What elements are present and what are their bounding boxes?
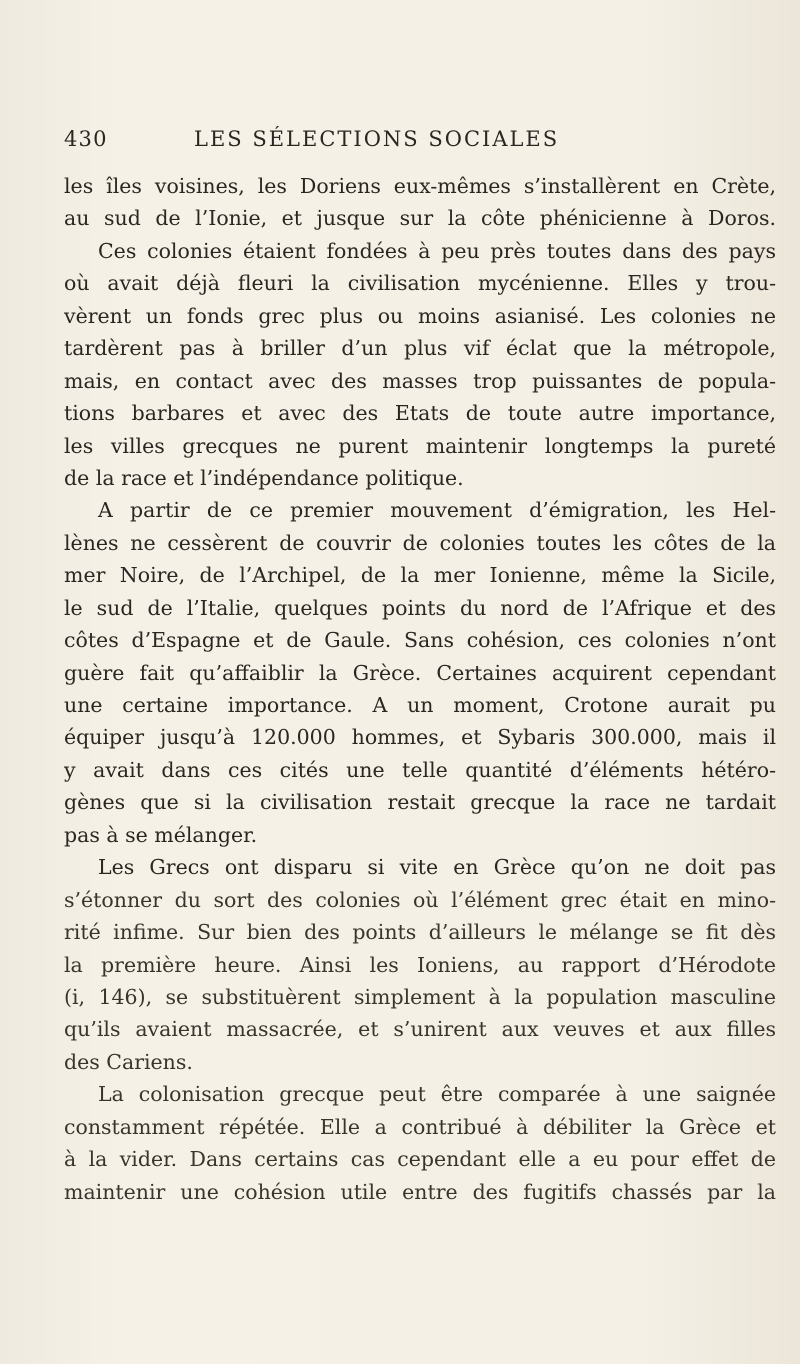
text-line: y avait dans ces cités une telle quantité d’éléments hétéro- [64, 757, 776, 782]
text-line: lènes ne cessèrent de couvrir de colonies toutes les côtes de la [64, 530, 776, 555]
text-line: des Cariens. [64, 1049, 193, 1074]
page-header [64, 127, 754, 157]
text-line: équiper jusqu’à 120.000 hommes, et Sybaris 300.000, mais il [64, 725, 776, 750]
running-title: LES SÉLECTIONS SOCIALES [194, 127, 560, 151]
text-line: mais, en contact avec des masses trop puissantes de popula- [64, 368, 776, 393]
text-line: guère fait qu’affaiblir la Grèce. Certaines acquirent cependant [64, 660, 776, 685]
text-line: au sud de l’Ionie, et jusque sur la côte phénicienne à Doros. [64, 206, 776, 231]
text-line: qu’ils avaient massacrée, et s’unirent aux veuves et aux filles [64, 1017, 776, 1042]
text-line: gènes que si la civilisation restait grecque la race ne tardait [64, 790, 776, 815]
text-line: de la race et l’indépendance politique. [64, 465, 464, 490]
text-line: Les Grecs ont disparu si vite en Grèce qu’on ne doit pas [98, 855, 776, 880]
text-line: la première heure. Ainsi les Ioniens, au rapport d’Hérodote [64, 952, 776, 977]
page-number: 430 [64, 127, 108, 151]
text-line: une certaine importance. A un moment, Crotone aurait pu [64, 693, 776, 717]
text-line: maintenir une cohésion utile entre des fugitifs chassés par la [64, 1179, 776, 1204]
text-line: les îles voisines, les Doriens eux-mêmes s’installèrent en Crète, [64, 174, 776, 198]
text-line: mer Noire, de l’Archipel, de la mer Ionienne, même la Sicile, [64, 563, 776, 588]
text-line: constamment répétée. Elle a contribué à débiliter la Grèce et [64, 1114, 776, 1139]
text-line: les villes grecques ne purent maintenir longtemps la pureté [64, 433, 776, 458]
text-line: rité infime. Sur bien des points d’ailleurs le mélange se fit dès [64, 920, 776, 945]
text-line: A partir de ce premier mouvement d’émigration, les Hel- [98, 498, 776, 523]
text-line: pas à se mélanger. [64, 822, 258, 847]
text-line: le sud de l’Italie, quelques points du nord de l’Afrique et des [64, 595, 776, 620]
text-line: tardèrent pas à briller d’un plus vif éclat que la métropole, [64, 336, 776, 361]
text-line: s’étonner du sort des colonies où l’élément grec était en mino- [64, 887, 776, 912]
text-line: vèrent un fonds grec plus ou moins asianisé. Les colonies ne [64, 303, 776, 328]
text-line: à la vider. Dans certains cas cependant elle a eu pour effet de [64, 1147, 776, 1172]
text-line: tions barbares et avec des Etats de toute autre importance, [64, 401, 776, 426]
text-line: côtes d’Espagne et de Gaule. Sans cohésion, ces colonies n’ont [64, 628, 776, 653]
text-line: (i, 146), se substituèrent simplement à la population masculine [64, 984, 776, 1009]
text-line: Ces colonies étaient fondées à peu près toutes dans des pays [98, 238, 776, 263]
text-line: La colonisation grecque peut être comparée à une saignée [98, 1082, 776, 1107]
text-line: où avait déjà fleuri la civilisation mycénienne. Elles y trou- [64, 271, 776, 296]
body-text [64, 170, 776, 1208]
